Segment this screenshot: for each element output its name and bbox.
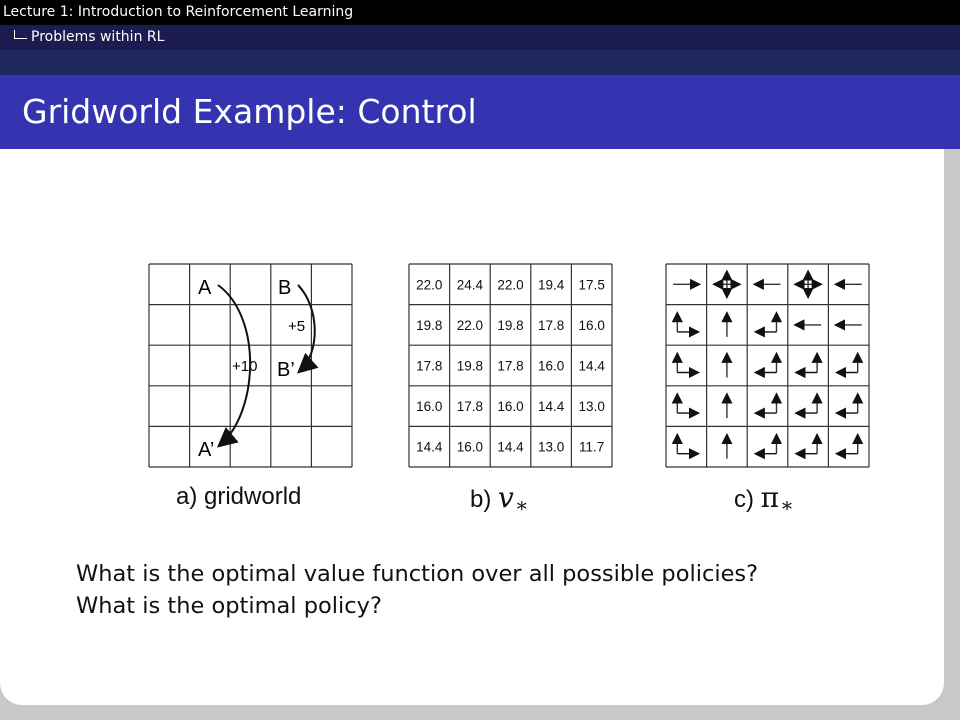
lecture-title: Lecture 1: Introduction to Reinforcement Learning [3,4,354,20]
value-cell: 14.4 [497,439,524,455]
header-spacer [0,50,960,75]
lecture-header [0,0,960,25]
frame-title: Gridworld Example: Control [22,92,477,131]
section-title: Problems within RL [31,29,165,45]
policy-arrow-icon [757,355,777,373]
value-caption-symbol: v [498,481,514,514]
policy-caption-prefix: c) [734,486,754,513]
value-cell: 24.4 [456,277,484,293]
policy-arrow-icon [797,355,817,373]
value-cell: 19.4 [537,277,565,293]
policy-arrow-icon [677,436,697,454]
question-1: What is the optimal value function over all possible policies? [76,561,759,587]
value-cell: 14.4 [537,399,565,415]
value-cell: 13.0 [578,399,605,415]
value-cell: 22.0 [416,277,443,293]
question-2: What is the optimal policy? [76,593,382,619]
label-A-prime: A’ [198,439,215,461]
subsection-corner-icon [14,30,27,39]
value-cell: 14.4 [416,439,443,455]
value-cell: 19.8 [456,358,484,374]
policy-arrow-icon [677,355,697,373]
gridworld-figure [148,263,354,469]
value-caption-prefix: b) [470,486,492,513]
label-B: B [278,277,292,299]
label-A: A [198,277,212,299]
policy-arrow-icon [838,355,858,373]
value-cell: 14.4 [578,358,605,374]
policy-arrow-icon [715,272,739,296]
value-cell: 19.8 [497,317,524,333]
policy-caption-sub: ∗ [780,493,794,517]
value-cell: 13.0 [537,439,565,455]
policy-arrow-icon [797,395,817,413]
value-cell: 17.8 [537,317,565,333]
value-caption-sub: ∗ [514,493,529,517]
value-cell: 17.8 [416,358,443,374]
value-cell: 16.0 [537,358,565,374]
policy-arrow-icon [796,272,820,296]
label-B-prime: B’ [277,359,295,381]
gridworld-caption: a) gridworld [176,483,302,510]
value-cell: 16.0 [578,317,605,333]
label-reward-A: +10 [232,358,258,375]
policy-arrow-icon [757,314,777,332]
value-cell: 16.0 [416,399,443,415]
policy-arrow-icon [677,395,697,413]
policy-arrow-icon [797,436,817,454]
value-cell: 11.7 [579,439,605,455]
policy-arrow-icon [677,314,697,332]
section-header [0,25,960,50]
slide-body [0,149,944,705]
policy-arrow-icon [757,395,777,413]
value-cell: 19.8 [416,317,443,333]
policy-grid [665,263,871,469]
value-function-grid [408,263,614,469]
value-caption [470,481,528,517]
policy-caption-symbol: π [760,481,780,514]
policy-caption [734,481,794,517]
value-cell: 16.0 [456,439,484,455]
value-cell: 17.8 [456,399,484,415]
policy-arrow-icon [838,436,858,454]
value-cell: 17.5 [578,277,605,293]
value-cell: 22.0 [456,317,484,333]
policy-arrow-icon [757,436,777,454]
frame-title-bar [0,75,960,149]
value-cell: 16.0 [497,399,524,415]
value-cell: 22.0 [497,277,524,293]
policy-arrow-icon [838,395,858,413]
value-cell: 17.8 [497,358,524,374]
label-reward-B: +5 [288,318,306,335]
